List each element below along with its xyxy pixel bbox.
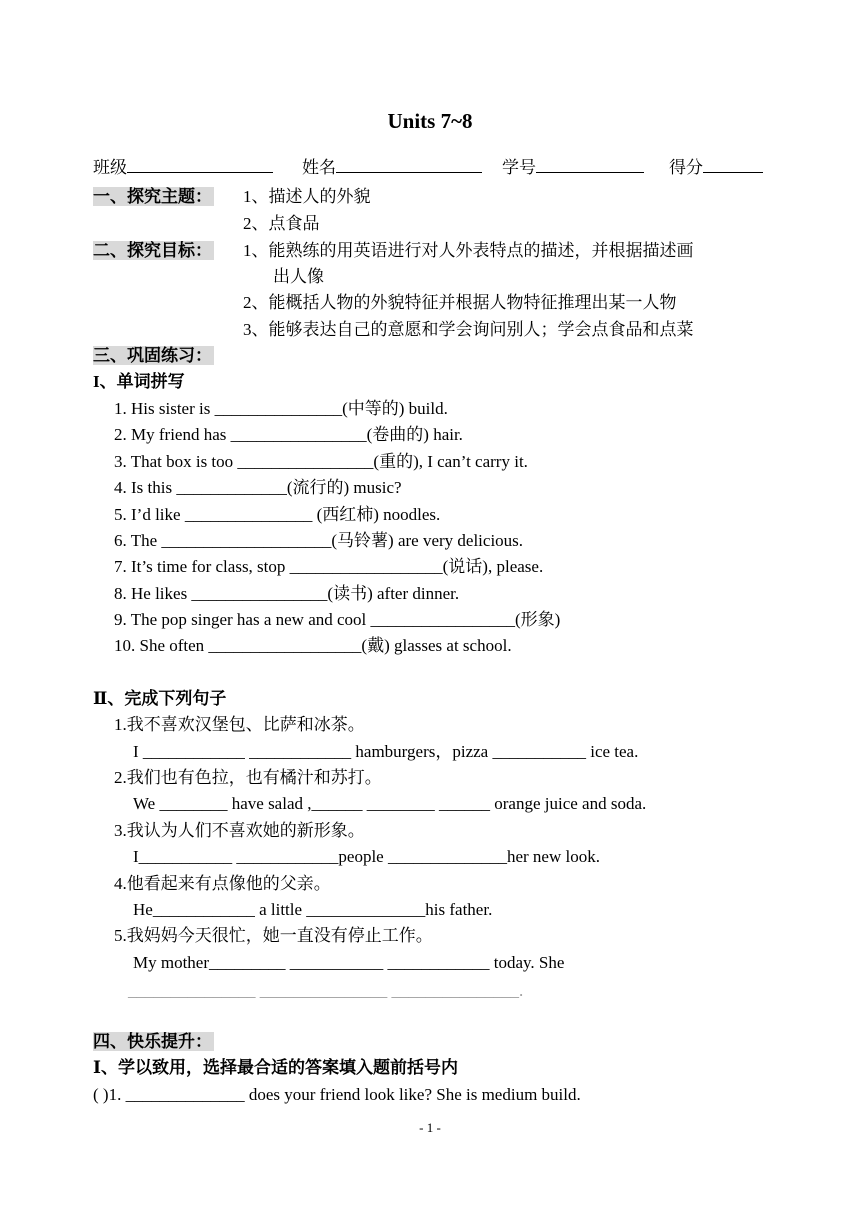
section2-item: 出人像 [273,267,324,286]
score-label: 得分 [669,158,703,177]
class-field [93,154,273,179]
sentence-prompt: 3.我认为人们不喜欢她的新形象。 [114,821,365,840]
section1-item: 1、描述人的外貌 [243,187,371,206]
name-field [302,154,482,179]
spelling-item: 5. I’d like _______________ (西红柿) noodles. [114,505,441,524]
spelling-item: 7. It’s time for class, stop __________________(说话), please. [114,557,544,576]
spelling-item: 3. That box is too ________________(重的), I can’t carry it. [114,452,528,471]
section1-item: 2、点食品 [243,214,320,233]
sentence-prompt: 1.我不喜欢汉堡包、比萨和冰茶。 [114,715,365,734]
number-field [502,154,644,179]
section2-heading: 二、探究目标： [93,241,212,260]
sentence-answer: My mother_________ ___________ ____________ today. She [133,953,565,972]
sentence-answer: We ________ have salad ,______ ________ ______ orange juice and soda. [133,794,647,813]
score-blank[interactable] [703,154,763,173]
section1 [93,186,214,208]
sentence-answer: He____________ a little ______________his father. [133,900,493,919]
section2-item: 3、能够表达自己的意愿和学会询问别人；学会点食品和点菜 [243,320,694,339]
number-label: 学号 [502,158,536,177]
document-title: Units 7~8 [387,109,473,133]
sentence-prompt: 4.他看起来有点像他的父亲。 [114,874,331,893]
part1-heading: I、单词拼写 [93,372,185,391]
spelling-item: 2. My friend has ________________(卷曲的) hair. [114,425,463,444]
sentence-prompt: 2.我们也有色拉，也有橘汁和苏打。 [114,768,382,787]
sentence-answer: I ____________ ____________ hamburgers，pizza ___________ ice tea. [133,742,639,761]
score-field [669,154,763,179]
section3-heading: 三、巩固练习： [93,346,212,365]
spelling-item: 10. She often __________________(戴) glasses at school. [114,636,512,655]
part2-heading: Ⅱ、完成下列句子 [93,689,227,708]
spelling-item: 9. The pop singer has a new and cool _________________(形象) [114,610,561,629]
section2-item: 1、能熟练的用英语进行对人外表特点的描述，并根据描述画 [243,241,694,260]
spelling-item: 6. The ____________________(马铃薯) are very delicious. [114,531,524,550]
section2 [93,240,214,262]
spelling-item: 8. He likes ________________(读书) after dinner. [114,584,460,603]
sentence-answer-continued: _______________ _______________ _______________. [128,981,524,1000]
name-blank[interactable] [336,154,482,173]
section4-heading: 四、快乐提升： [93,1032,212,1051]
number-blank[interactable] [536,154,644,173]
section4 [93,1031,214,1053]
section2-item: 2、能概括人物的外貌特征并根据人物特征推理出某一人物 [243,293,677,312]
spelling-item: 4. Is this _____________(流行的) music? [114,478,402,497]
part4-heading: Ⅰ、学以致用，选择最合适的答案填入题前括号内 [93,1058,458,1077]
sentence-prompt: 5.我妈妈今天很忙，她一直没有停止工作。 [114,926,433,945]
choice-question: ( )1. ______________ does your friend look like? She is medium build. [93,1085,581,1104]
spelling-item: 1. His sister is _______________(中等的) build. [114,399,448,418]
section1-heading: 一、探究主题： [93,187,212,206]
section3 [93,345,214,367]
sentence-answer: I___________ ____________people ______________her new look. [133,847,600,866]
name-label: 姓名 [302,158,336,177]
page-number: - 1 - [419,1120,441,1135]
class-blank[interactable] [127,154,273,173]
class-label: 班级 [93,158,127,177]
